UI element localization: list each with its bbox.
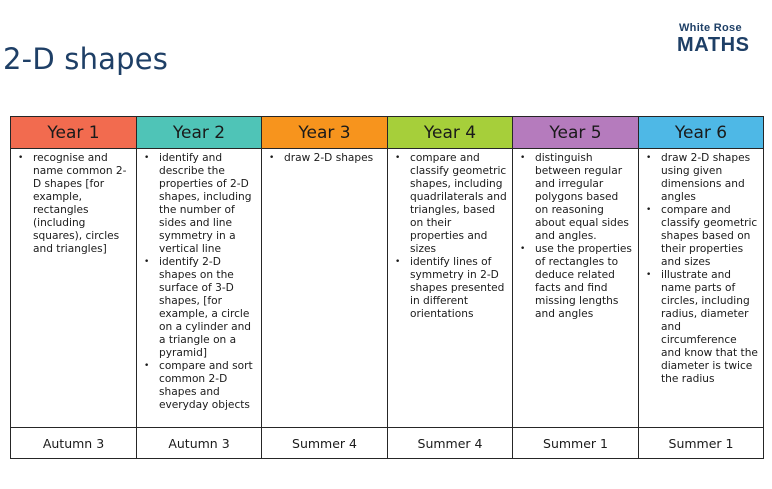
year-4-term: Summer 4 bbox=[388, 428, 513, 459]
year-5-header: Year 5 bbox=[513, 117, 639, 149]
objective-item: • recognise and name common 2-D shapes [for example, rectangles (including squares), circles and triangles] bbox=[15, 152, 132, 256]
objective-list bbox=[517, 152, 634, 321]
year-header-row bbox=[11, 117, 764, 149]
objective-list bbox=[141, 152, 257, 412]
objective-list bbox=[266, 152, 383, 165]
objective-list bbox=[392, 152, 508, 321]
objective-item: • identify and describe the properties of 2-D shapes, including the number of sides and line symmetry in a vertical line bbox=[141, 152, 257, 256]
year-1-objectives bbox=[11, 149, 137, 428]
year-4-objectives bbox=[388, 149, 513, 428]
logo-bottom-text: MATHS bbox=[677, 34, 750, 56]
objective-item: • identify 2-D shapes on the surface of 3-D shapes, [for example, a circle on a cylinder and a triangle on a pyramid] bbox=[141, 256, 257, 360]
year-1-term: Autumn 3 bbox=[11, 428, 137, 459]
year-3-header: Year 3 bbox=[262, 117, 388, 149]
year-6-term: Summer 1 bbox=[639, 428, 764, 459]
year-6-objectives bbox=[639, 149, 764, 428]
year-5-term: Summer 1 bbox=[513, 428, 639, 459]
page-title: 2-D shapes bbox=[3, 42, 169, 76]
objective-list bbox=[643, 152, 759, 386]
logo-top-text: White Rose bbox=[679, 22, 742, 34]
year-5-objectives bbox=[513, 149, 639, 428]
curriculum-table bbox=[10, 116, 764, 459]
objective-item: • compare and classify geometric shapes, including quadrilaterals and triangles, based on their properties and sizes bbox=[392, 152, 508, 256]
white-rose-maths-logo bbox=[677, 22, 765, 56]
objective-item: • identify lines of symmetry in 2-D shapes presented in different orientations bbox=[392, 256, 508, 321]
objective-list bbox=[15, 152, 132, 256]
objective-item: • distinguish between regular and irregular polygons based on reasoning about equal sides and angles. bbox=[517, 152, 634, 243]
year-4-header: Year 4 bbox=[388, 117, 513, 149]
term-row bbox=[11, 428, 764, 459]
objectives-row bbox=[11, 149, 764, 428]
year-2-objectives bbox=[137, 149, 262, 428]
objective-item: • draw 2-D shapes using given dimensions and angles bbox=[643, 152, 759, 204]
objective-item: • compare and classify geometric shapes based on their properties and sizes bbox=[643, 204, 759, 269]
year-2-header: Year 2 bbox=[137, 117, 262, 149]
objective-item: • compare and sort common 2-D shapes and everyday objects bbox=[141, 360, 257, 412]
objective-item: • use the properties of rectangles to deduce related facts and find missing lengths and angles bbox=[517, 243, 634, 321]
objective-item: • draw 2-D shapes bbox=[266, 152, 383, 165]
year-1-header: Year 1 bbox=[11, 117, 137, 149]
objective-item: • illustrate and name parts of circles, including radius, diameter and circumference and know that the diameter is twice the radius bbox=[643, 269, 759, 386]
year-2-term: Autumn 3 bbox=[137, 428, 262, 459]
year-3-objectives bbox=[262, 149, 388, 428]
year-6-header: Year 6 bbox=[639, 117, 764, 149]
year-3-term: Summer 4 bbox=[262, 428, 388, 459]
